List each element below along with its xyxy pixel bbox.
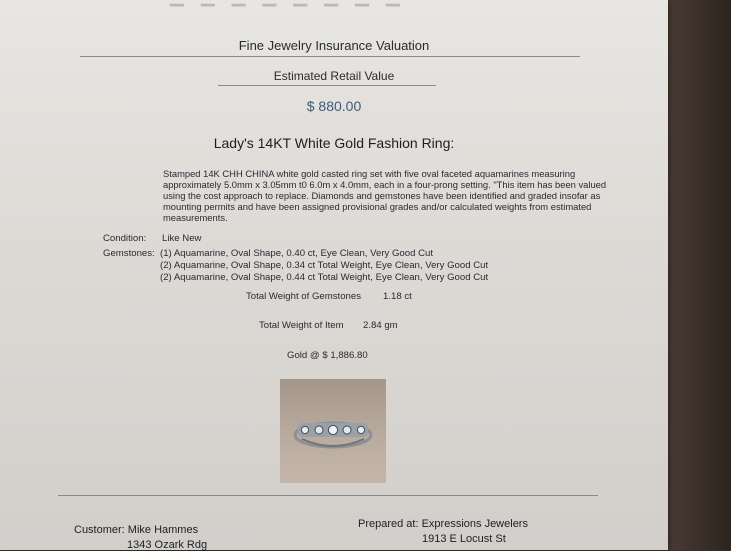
gemstones-label: Gemstones: bbox=[103, 248, 155, 259]
item-description: Stamped 14K CHH CHINA white gold casted ring set with five oval faceted aquamarines measuring approximately 5.0mm x 3.05mm t0 6.0m x 4.0mm, each in a four-prong setting. "This item has been valued using the cost approach to replace. Diamonds and gemstones have been identified and graded insofar as mounting permits and have been assigned provisional grades and/or calculated weights from estimated measurements. bbox=[163, 168, 607, 223]
gemstone-line: (2) Aquamarine, Oval Shape, 0.34 ct Total Weight, Eye Clean, Very Good Cut bbox=[160, 260, 489, 271]
condition-label: Condition: bbox=[103, 233, 147, 244]
prepared-at-label: Prepared at: Expressions Jewelers bbox=[358, 518, 528, 530]
total-item-weight-label: Total Weight of Item bbox=[259, 320, 344, 331]
gemstone-line: (1) Aquamarine, Oval Shape, 0.40 ct, Eye Clean, Very Good Cut bbox=[160, 248, 434, 259]
item-title: Lady's 14KT White Gold Fashion Ring: bbox=[213, 135, 455, 151]
gold-price: Gold @ $ 1,886.80 bbox=[287, 350, 368, 361]
gemstone-line: (2) Aquamarine, Oval Shape, 0.44 ct Total Weight, Eye Clean, Very Good Cut bbox=[160, 272, 489, 283]
total-item-weight-value: 2.84 gm bbox=[363, 320, 398, 331]
document-subtitle: Estimated Retail Value bbox=[273, 69, 395, 83]
ring-icon bbox=[280, 379, 386, 483]
condition-value: Like New bbox=[162, 233, 202, 244]
customer-address: 1343 Ozark Rdg bbox=[127, 539, 208, 551]
estimated-value: $ 880.00 bbox=[306, 98, 362, 114]
ring-photo bbox=[280, 379, 386, 483]
prepared-address: 1913 E Locust St bbox=[422, 533, 506, 545]
total-gem-weight-value: 1.18 ct bbox=[383, 291, 412, 302]
document-header-title: Fine Jewelry Insurance Valuation bbox=[238, 38, 430, 53]
footer-divider bbox=[58, 495, 598, 496]
subtitle-divider bbox=[218, 85, 436, 86]
customer-label: Customer: Mike Hammes bbox=[74, 524, 199, 536]
bleed-through-text bbox=[170, 0, 406, 7]
total-gem-weight-label: Total Weight of Gemstones bbox=[246, 291, 362, 302]
header-divider bbox=[80, 56, 580, 57]
